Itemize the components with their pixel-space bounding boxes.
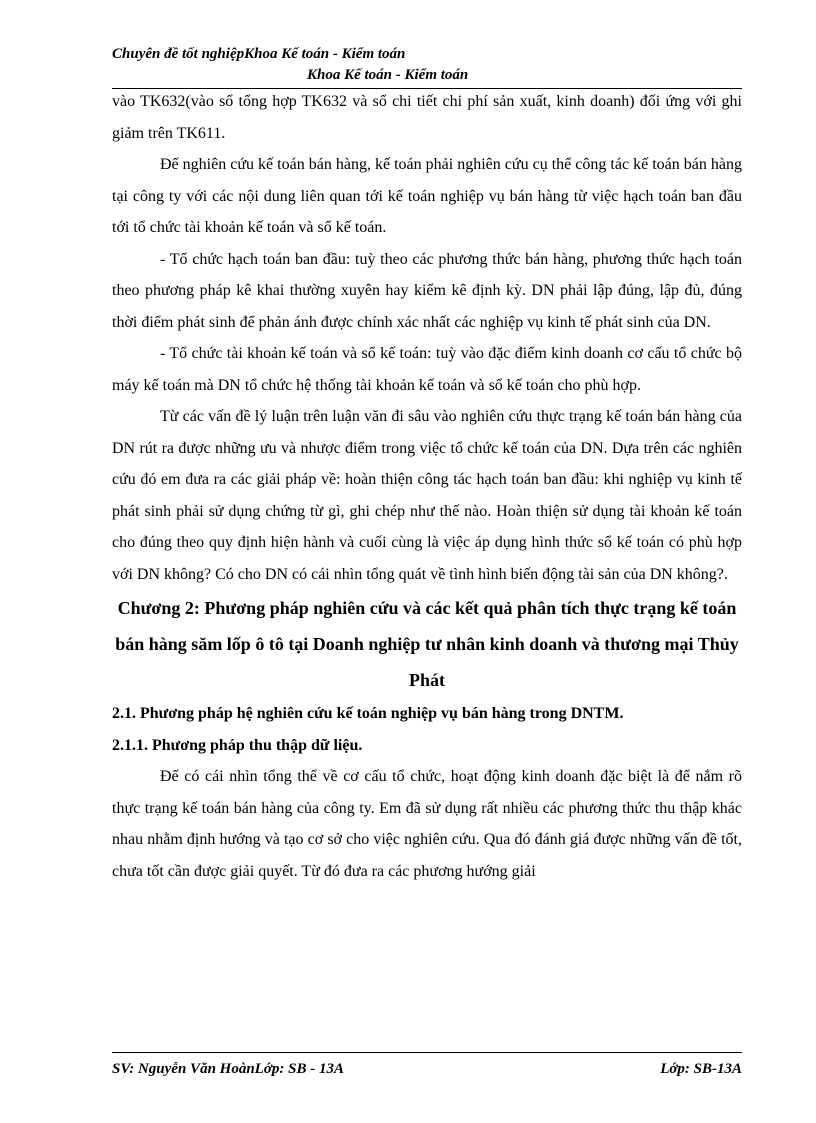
paragraph-data-collection: Để có cái nhìn tổng thể về cơ cấu tổ chức, hoạt động kinh doanh đặc biệt là để nắm rõ thực trạng kế toán bán hàng của công ty. Em đã sử dụng rất nhiều các phương thức thu thập khác nhau nhằm định hướng và tạo cơ sở cho việc nghiên cứu. Qua đó đánh giá được những vấn đề tốt, chưa tốt cần được giải quyết. Từ đó đưa ra các phương hướng giải: [112, 768, 742, 880]
section-heading-2-1: 2.1. Phương pháp hệ nghiên cứu kế toán nghiệp vụ bán hàng trong DNTM.: [112, 705, 624, 722]
page-header: [112, 44, 742, 86]
paragraph-thesis-summary: Từ các vấn đề lý luận trên luận văn đi sâu vào nghiên cứu thực trạng kế toán bán hàng của DN rút ra được những ưu và nhược điểm trong việc tổ chức kế toán của DN. Dựa trên các nghiên cứu đó em đưa ra các giải pháp về: hoàn thiện công tác hạch toán ban đầu: khi nghiệp vụ kinh tế phát sinh phải sử dụng chứng từ gì, ghi chép như thế nào. Hoàn thiện sử dụng tài khoản kế toán cho đúng theo quy định hiện hành và cuối cùng là việc áp dụng hình thức sổ kế toán có phù hợp với DN không? Có cho DN có cái nhìn tổng quát về tình hình biến động tài sản của DN không?.: [112, 408, 742, 583]
paragraph-research-intro: Để nghiên cứu kế toán bán hàng, kế toán phải nghiên cứu cụ thể công tác kế toán bán hàng tại công ty với các nội dung liên quan tới kế toán nghiệp vụ bán hàng từ việc hạch toán ban đầu tới tổ chức tài khoản kế toán và sổ kế toán.: [112, 156, 742, 236]
header-line-2: Khoa Kế toán - Kiểm toán: [307, 67, 469, 83]
paragraph-account-organization: - Tổ chức tài khoản kế toán và sổ kế toán: tuỳ vào đặc điểm kinh doanh cơ cấu tổ chức bộ máy kế toán mà DN tổ chức hệ thống tài khoản kế toán và sổ kế toán cho phù hợp.: [112, 345, 742, 394]
footer-student-info: SV: Nguyễn Văn HoànLớp: SB - 13A: [112, 1061, 344, 1077]
section-heading-2-1-1: 2.1.1. Phương pháp thu thập dữ liệu.: [112, 736, 363, 754]
paragraph-continuation: vào TK632(vào sổ tổng hợp TK632 và sổ chi tiết chi phí sản xuất, kinh doanh) đối ứng với ghi giảm trên TK611.: [112, 93, 742, 142]
footer-divider: [112, 1052, 742, 1053]
chapter-title: Chương 2: Phương pháp nghiên cứu và các kết quả phân tích thực trạng kế toán bán hàng săm lốp ô tô tại Doanh nghiệp tư nhân kinh doanh và thương mại Thủy Phát: [115, 598, 739, 690]
page-content: [112, 86, 742, 887]
paragraph-initial-accounting: - Tổ chức hạch toán ban đầu: tuỳ theo các phương thức bán hàng, phương thức hạch toán theo phương pháp kê khai thường xuyên hay kiểm kê định kỳ. DN phải lập đúng, lập đủ, đúng thời điểm phát sinh để phản ánh được chính xác nhất các nghiệp vụ kinh tế phát sinh của DN.: [112, 250, 742, 331]
header-line-1: Chuyên đề tốt nghiệpKhoa Kế toán - Kiểm toán: [112, 46, 406, 62]
footer-class-info: Lớp: SB-13A: [660, 1061, 742, 1077]
page-footer: [112, 1059, 742, 1080]
